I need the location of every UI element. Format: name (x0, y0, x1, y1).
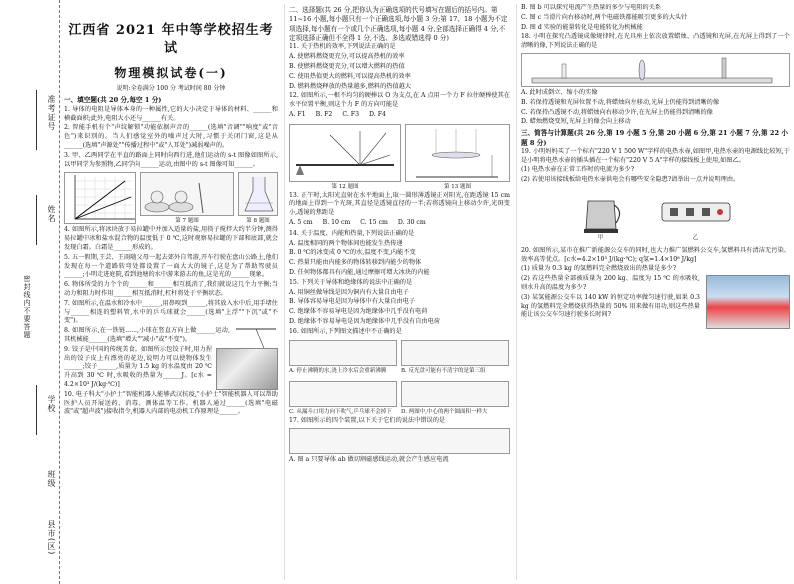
exam-subtitle: 物理模拟试卷(一) (114, 65, 228, 80)
q20-sub-3: (3) 某氢能源公交车以 140 kW 的恒定功率做匀速行驶,如果 0.3 kg 的氢燃料完全燃烧获得热量的 50% 用来做有用功,则这些热量能让该公交车匀速行驶多长时间? (521, 293, 700, 319)
q13-option-a: A. 5 cm (289, 219, 313, 226)
q17-option-d: D. 图 d 实验的能量转化是电能转化为机械能 (521, 23, 643, 31)
q15-option-a: A. 用铜丝做导线是因为铜内有大量自由电子 (289, 288, 409, 296)
lens-drawing (406, 125, 506, 183)
kettle-figure (576, 189, 626, 243)
q16-option-c: C. 从漏斗口用力向下吹气,乒乓球不会掉下 (289, 409, 392, 416)
question-8 (64, 327, 278, 345)
name-label: 姓名 (47, 205, 56, 223)
optical-bench-figure (521, 53, 790, 87)
column-3 (516, 4, 790, 580)
st-graph (65, 173, 137, 225)
q16-figure-b (401, 340, 509, 366)
figure-12 (289, 124, 401, 182)
q14-option-d: D. 任何物体都具有内能,通过摩擦可增大冰块的内能 (289, 268, 430, 276)
question-6: 6. 物体所受的力个个的______和______相互抵消了,我们就说这几个力平衡;当动力和阻力时作用______相互抵消时,杠杆将处于平衡状态。 (64, 281, 278, 297)
q17-option-b: B. 图 b 可以探究电流产生热量的多少与电阻的关系 (521, 4, 662, 11)
column-1 (64, 4, 278, 580)
question-9-text: 9. 饺子是中国的传统美食。如图所示包饺子时,用力捏出的饺子皮上有漂亮的花边,说明力可以使物体发生______;饺子______,质量为 1.5 kg 的水温度由 20 ℃ 升高到 30 ℃ 时,水吸收的热量为______J。[c水 = 4.2×10³ J/(kg·℃)] (64, 345, 212, 388)
line-yi (75, 197, 131, 219)
exam-meta: 说明:全卷满分 100 分 考试时间 80 分钟 (116, 84, 226, 92)
no-answer-notice: 密封线内不要答题 (23, 275, 31, 339)
name-line (36, 195, 37, 245)
figure-7 (140, 172, 234, 216)
figures-row-12-13 (289, 122, 510, 192)
figure-8 (238, 172, 278, 216)
figure-13-caption: 第 13 题图 (444, 183, 471, 190)
power-strip-figure (656, 189, 736, 243)
q15-option-c: C. 绝缘体不容易导电是因为绝缘体中几乎没有电荷 (289, 308, 428, 316)
question-19: 19. 小明妈妈买了一个标有"220 V 1 500 W"字样的电热水壶,如图甲,电热水壶的电源线比较短,于是小明将电热水壶的插头插在一个标有"220 V 5 A"字样的接线板上使用,如图乙。 (521, 147, 790, 164)
question-13-options (289, 219, 510, 228)
question-15: 15. 下列关于导体和绝缘体的说法中正确的是 (289, 278, 413, 286)
q12-option-c: C. F3 (342, 111, 360, 119)
ticket-number-label: 准考证号 (47, 95, 56, 131)
q17-option-a: A. 图 a 只要导体 ab 做切割磁感线运动,就会产生感应电流 (289, 455, 449, 463)
section3-heading: 三、简答与计算题(共 26 分,第 19 小题 5 分,第 20 小题 6 分,第 21 小题 7 分,第 22 小题 8 分) (521, 129, 788, 147)
q16-cell-b (401, 338, 509, 376)
q16-cell-d (401, 379, 509, 417)
q14-option-a: A. 温度相同的两个物体间也能发生热传递 (289, 239, 403, 247)
figure-7-caption: 第 7 题图 (175, 218, 199, 225)
exam-title: 江西省 2021 年中等学校招生考试 (68, 23, 274, 57)
q15-option-b: B. 导体容易导电是因为导体中有大量自由电子 (289, 298, 416, 306)
q16-cell-c (289, 379, 397, 417)
q16-figure-d (401, 381, 509, 407)
q16-option-b: B. 反光盘可能有不清字的是第三组 (401, 367, 486, 374)
power-strip-drawing (656, 189, 736, 235)
q16-cell-a (289, 338, 397, 376)
ticket-number-line (36, 90, 37, 150)
q18-option-d: D. 蜡烛燃烧变短,光屏上的像会向上移动 (521, 118, 631, 126)
question-12: 12. 如图所示,一根不均匀的硬棒以 O 为支点,在 A 点用一个力 F 拉住硬棒使其在水平位置平衡,则这个力 F 的方向可能是 (289, 92, 510, 109)
column-2 (284, 4, 510, 580)
question-2: 2. 智能手机有个"声纹解锁"功能依据声音的______(选填"音调""响度"或"音色")来识别的。当人们感觉室外的噪声过大时,习惯于关闭门窗,这是从______(选填"声源处""传播过程中"或"人耳处")减弱噪声的。 (64, 124, 278, 149)
question-4: 4. 如图所示,将冰块放于易拉罐中并加入适量的盐,用筷子搅拌大约半分钟,测得易拉罐中冰和盐水混合物的温度低于 0 ℃,这时观察易拉罐的下部和底部,就会发现白霜。白霜是______形成的。 (64, 226, 278, 251)
flask-drawing (239, 173, 278, 217)
question-1: 1. 导体的电阻是导体本身的一种属性,它的大小决定于导体的材料、______和横截面积;此外,电阻大小还与______有关。 (64, 105, 278, 122)
bowls-drawing (141, 173, 211, 217)
q16-option-d: D. 两图中,中心的两个圆面积一样大 (401, 409, 488, 416)
question-12-options (289, 111, 510, 120)
question-16: 16. 如图所示,下列图文描述中不正确的是 (289, 327, 402, 335)
q12-option-a: A. F1 (289, 111, 306, 119)
q18-option-a: A. 此时成倒立、缩小的实像 (521, 88, 598, 96)
school-line (36, 385, 37, 435)
question-17: 17. 如图所示的四个装置,以下关于它们的说法中错误的是 (289, 417, 446, 425)
figure-8-caption: 第 8 题图 (246, 218, 270, 225)
q11-option-b: B. 使燃料燃烧更充分,可以增大燃料的热值 (289, 63, 405, 71)
dumplings-photo (216, 348, 278, 390)
class-label: 班级 (47, 470, 56, 488)
figures-row-1 (64, 170, 278, 226)
q11-option-c: C. 使用热值更大的燃料,可以提高热机的效率 (289, 72, 411, 80)
power-strip-label: 乙 (692, 235, 699, 242)
lever-drawing (290, 125, 400, 183)
section1-heading: 一、填空题(共 20 分,每空 1 分) (64, 96, 162, 105)
figure-12-caption: 第 12 题图 (331, 183, 359, 190)
figure-8-wrapper (238, 170, 278, 226)
q12-option-d: D. F4 (369, 111, 386, 119)
q19-sub-2: (2) 若使用该接线板给电热水壶供电会有哪些安全隐患?请举出一点并说明理由。 (521, 176, 740, 184)
q18-option-c: C. 若保持凸透镜不动,将蜡烛向右移动少许,在光屏上仍能得到清晰的像 (521, 108, 713, 116)
question-10: 10. 电子科大"小护士"智能机器人能够武汉抗疫,"小护士"智能机器人可以帮助医护人员开展送药、消毒、测体温等工作。机器人通过______(选填"电磁波"或"超声波")接收指令,机器人内部的电动机工作原理是______。 (64, 390, 278, 416)
school-label: 学校 (47, 395, 56, 413)
figure-13-wrapper (405, 122, 510, 192)
st-graph-figure (64, 172, 136, 224)
question-9 (64, 346, 278, 390)
figure-7-wrapper (140, 170, 234, 226)
q13-option-b: B. 10 cm (322, 219, 351, 226)
question-18: 18. 小明在探究凸透镜成像规律时,在光具座上依次放置蜡烛、凸透镜和光屏,在光屏上得到了一个清晰的像,下列说法正确的是 (521, 33, 790, 50)
question-16-grid (289, 338, 510, 418)
q13-option-c: C. 15 cm (360, 219, 388, 226)
q15-option-d: D. 绝缘体不容易导电是因为绝缘体中几乎没有自由电荷 (289, 317, 440, 325)
question-5: 5. 五一假期,王芸、王雨随父母一起去郊外自驾游,开车行驶在盘山公路上,他们发现在每一个道路转弯处都设置了一面大大的镜子,这是为了帮助驾驶员______;小明走进庭院,看到池塘的水中游来游去的鱼,这是光的______现象。 (64, 253, 278, 279)
line-jia (75, 181, 125, 219)
q14-option-b: B. 0 ℃的冰变成 0 ℃的水,温度不变,内能不变 (289, 249, 416, 257)
q17-figures (289, 428, 510, 454)
question-11-options (289, 53, 510, 91)
q14-option-c: C. 热量只能由内能多的物体转移到内能少的物体 (289, 259, 422, 267)
q16-figure-a (289, 340, 397, 366)
q19-sub-1: (1) 电热水壶在正常工作时的电流为多少? (521, 166, 635, 174)
binding-strip (0, 0, 60, 584)
question-11: 11. 关于热机的效率,下列说法正确的是 (289, 43, 396, 51)
q19-figures (521, 189, 790, 243)
q20-sub-1: (1) 质量为 0.3 kg 的氢燃料完全燃烧放出的热量是多少? (521, 265, 677, 273)
question-13: 13. 正午时,太阳光直射在水平地面上,取一圆形薄透镜正对阳光,在距透镜 15 cm 的地面上得到一个光斑,其直径是透镜直径的一半;若将透镜向上移动少许,光斑变小,透镜的焦距是 (289, 191, 510, 217)
q11-option-d: D. 燃料燃烧释放的热量越多,燃料的热值越大 (289, 82, 412, 90)
question-3: 3. 甲、乙两同学在平直的路面上同时向西行进,他们运动的 s-t 图像如图所示,以甲同学为参照物,乙同学向______运动,由图中的 s-t 图像可知______。 (64, 151, 278, 168)
question-14: 14. 关于温度、内能和热量,下列说法正确的是 (289, 229, 415, 237)
kettle-label: 甲 (597, 235, 604, 242)
q11-option-a: A. 使燃料燃烧更充分,可以提高热机的效率 (289, 53, 405, 61)
kettle-drawing (576, 189, 626, 235)
figure-12-wrapper (289, 122, 401, 192)
q17-option-c: C. 图 c 当滑片向右移动时,两个电磁铁都能吸引更多的大头针 (521, 13, 688, 21)
q13-option-d: D. 30 cm (397, 219, 426, 226)
city-label: 县市(区) (47, 520, 56, 556)
question-8-text: 8. 如图所示,在一铁链......,小球在竖直方向上做______运动,其机械能______(选填"增大""减小"或"不变")。 (64, 327, 230, 343)
q12-option-b: B. F2 (315, 111, 333, 119)
question-7: 7. 如图所示,在温水和冷水中______,用鼻嗅到______,将其放入水中后,用手堵住与______相连的塑料管,水中的乒乓球就会______(选填"上浮""下沉"或"不变")。 (64, 299, 278, 325)
section2-heading: 二、选择题(共 26 分,把你认为正确选项的代号填写在题后的括号内。第 11~16 小题,每小题只有一个正确选项,每小题 3 分;第 17、18 小题为不定项选择,每小题有一个或几个正确选项,每小题 4 分,全部选择正确得 4 分,不定项选择正确但不全得 1 分,不选、多选或错选得 0 分) (289, 6, 508, 43)
bus-photo (706, 275, 790, 329)
q16-figure-c (289, 381, 397, 407)
q20-sub-2-wrapper (521, 275, 790, 293)
q16-option-a: A. 停止沸腾的水,浇上冷水后会重新沸腾 (289, 367, 387, 374)
question-20: 20. 如图所示,某市在推广新能源公交车的同时,也大力推广氢燃料公交车,氢燃料具有清洁无污染、效率高等优点。[c水=4.2×10³ J/(kg·℃); q氢=1.4×10⁸ J/kg] (521, 246, 790, 263)
q20-sub-2: (2) 若这些热量全部被质量为 200 kg、温度为 15 ℃ 的水吸收,则水升高的温度为多少? (521, 275, 700, 292)
optical-bench-drawing (522, 54, 782, 88)
figure-13 (405, 124, 510, 182)
q18-option-b: B. 若保持透镜和光屏位置不动,将蜡烛向左移动,光屏上仍能得到清晰的像 (521, 98, 720, 106)
